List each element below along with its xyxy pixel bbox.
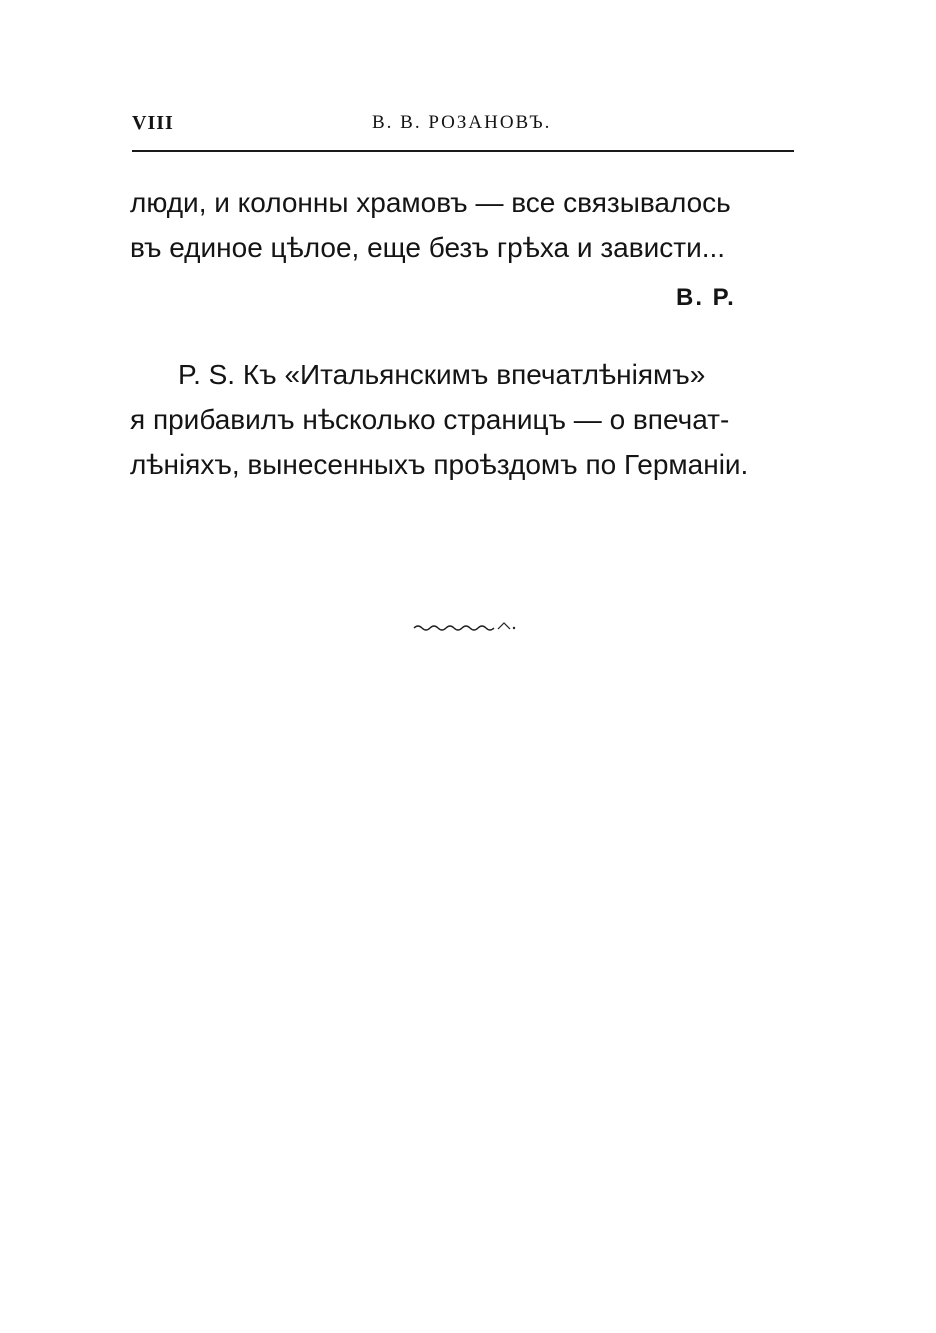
text-line: лѣніяхъ, вынесенныхъ проѣздомъ по Германіи. — [130, 449, 749, 480]
signature-initials: В. Р. — [676, 284, 736, 311]
paragraph-closing — [130, 180, 810, 270]
page-number: VIII — [132, 112, 174, 134]
text-line: P. S. Къ «Итальянскимъ впечатлѣніямъ» — [178, 359, 706, 390]
text-line: въ единое цѣлое, еще безъ грѣха и зависти... — [130, 232, 726, 263]
text-line: люди, и колонны храмовъ — все связывалось — [130, 187, 731, 218]
text-line: я прибавилъ нѣсколько страницъ — о впечат- — [130, 404, 730, 435]
running-head: В. В. РОЗАНОВЪ. — [372, 112, 552, 133]
header-rule — [132, 150, 794, 152]
page-header — [132, 112, 794, 142]
postscript-paragraph — [130, 352, 810, 487]
end-ornament — [412, 616, 518, 634]
